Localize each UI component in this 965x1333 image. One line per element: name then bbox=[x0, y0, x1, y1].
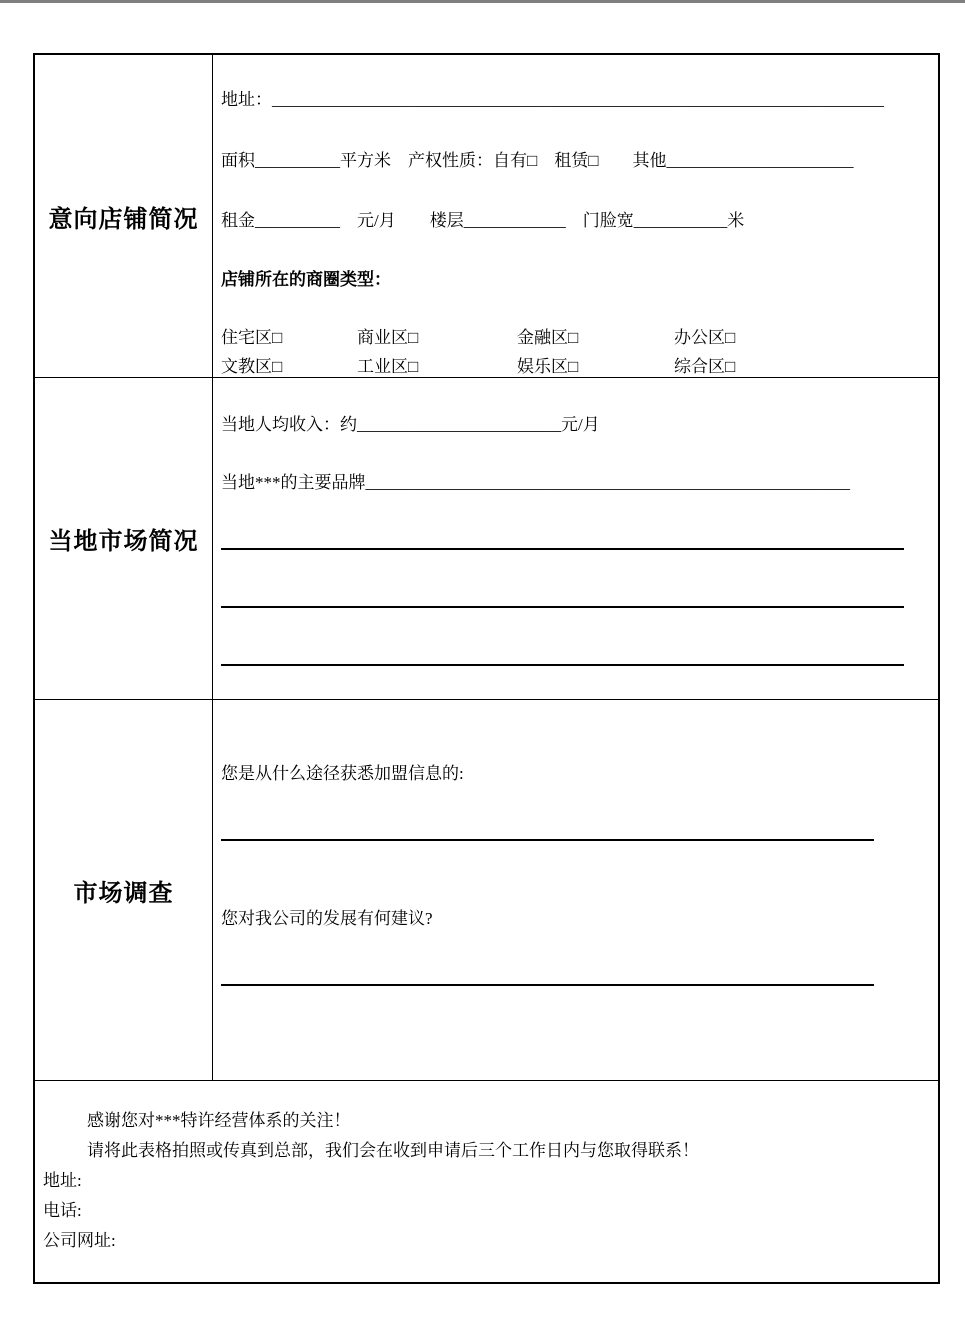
blank-writing-line bbox=[221, 839, 874, 841]
district-option-entertainment: 娱乐区□ bbox=[517, 357, 579, 376]
field-address-line: 地址：________________________________________________________________________ bbox=[221, 90, 884, 109]
section-local-market bbox=[35, 377, 938, 699]
section-label-local-market: 当地市场简况 bbox=[35, 378, 213, 699]
blank-writing-line bbox=[221, 548, 904, 550]
section-market-survey bbox=[35, 699, 938, 1080]
district-option-education: 文教区□ bbox=[221, 357, 283, 376]
field-area-ownership-line: 面积__________平方米 产权性质：自有□ 租赁□ 其他______________________ bbox=[221, 151, 854, 170]
section-shop-profile bbox=[35, 55, 938, 377]
blank-writing-line bbox=[221, 664, 904, 666]
field-income-line: 当地人均收入：约________________________元/月 bbox=[221, 415, 600, 434]
district-option-office: 办公区□ bbox=[674, 328, 736, 347]
footer-thanks-line: 感谢您对***特许经营体系的关注！ bbox=[87, 1111, 351, 1130]
blank-writing-line bbox=[221, 606, 904, 608]
shop-profile-content bbox=[213, 55, 938, 377]
local-market-content bbox=[213, 378, 938, 699]
question-how-learned-franchise: 您是从什么途径获悉加盟信息的: bbox=[221, 764, 464, 783]
district-option-residential: 住宅区□ bbox=[221, 328, 283, 347]
district-options-row-1 bbox=[221, 327, 930, 349]
field-rent-floor-width-line: 租金__________ 元/月 楼层____________ 门脸宽___________米 bbox=[221, 211, 745, 230]
footer-website-label: 公司网址: bbox=[43, 1231, 116, 1250]
district-option-industrial: 工业区□ bbox=[357, 357, 419, 376]
section-label-market-survey: 市场调查 bbox=[35, 700, 213, 1080]
question-development-suggestions: 您对我公司的发展有何建议? bbox=[221, 909, 433, 928]
district-options-row-2 bbox=[221, 356, 930, 377]
field-main-brands-line: 当地***的主要品牌_________________________________________________________ bbox=[221, 473, 850, 492]
district-option-financial: 金融区□ bbox=[517, 328, 579, 347]
footer-address-label: 地址: bbox=[43, 1171, 82, 1190]
footer-content bbox=[35, 1081, 938, 1282]
footer-row bbox=[35, 1080, 938, 1282]
page-top-divider bbox=[0, 0, 965, 3]
franchise-application-form-table bbox=[33, 53, 940, 1284]
footer-phone-label: 电话: bbox=[43, 1201, 82, 1220]
blank-writing-line bbox=[221, 984, 874, 986]
district-option-commercial: 商业区□ bbox=[357, 328, 419, 347]
district-option-mixed: 综合区□ bbox=[674, 357, 736, 376]
market-survey-content bbox=[213, 700, 938, 1080]
footer-instruction-line: 请将此表格拍照或传真到总部，我们会在收到申请后三个工作日内与您取得联系！ bbox=[87, 1141, 699, 1160]
district-type-heading: 店铺所在的商圈类型： bbox=[221, 270, 391, 289]
section-label-shop-profile: 意向店铺简况 bbox=[35, 55, 213, 377]
